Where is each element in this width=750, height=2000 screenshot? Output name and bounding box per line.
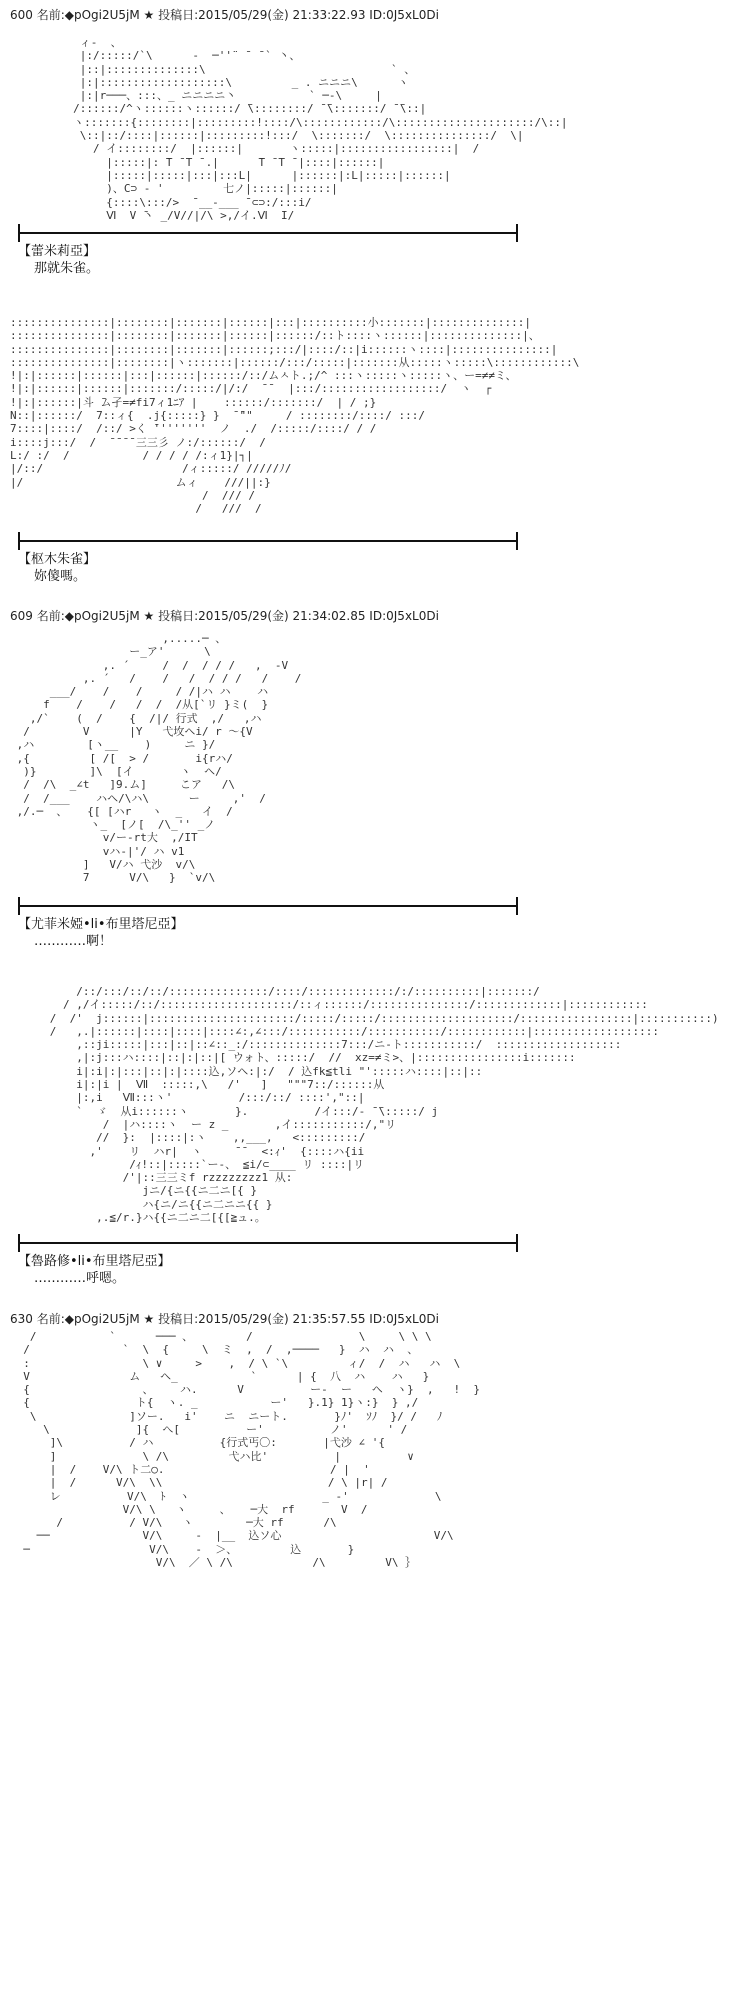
divider bbox=[18, 232, 518, 234]
ascii-art-suzaku: :::::::::::::::|::::::::|:::::::|::::::|:::|::::::::::小:::::::|::::::::::::::| :::::::::::::::|::::::::|:::::::|::::::|::::::/::ト::::ヽ::::::|::::::::::::::|、 :::::::::::::::|::::::::|:::::::|::::::;:::/|::::/::|i::::::ヽ::::|:::::::::::::::| :::::::::::::::|::::::::|ヽ:::::::|::::::/:::/:::::|:::::::从:::::ヽ:::::\::::::::::::\ !|:|::::::|::::::|:::|::::::|::::::/::/ムㅅト.;/^ :::ヽ:::::ヽ:::::ヽ、ー=≠≠ミ、 !|:|::::::|::::::|:::::::/:::::/|/:/ ̄ ̄ |:::/::::::::::::::::::/ ヽ ┌ !|:|::::::|斗 ̄ム孑=≠fi7ィ1ﾆｱ | ::::::/:::::::/ | / ;} N::|::::::/ 7::ィ{ .j{:::::} } ̄ ̄"" / ::::::::/::::/ :::/ 7::::|::::/ /::/ >く ̄'''''''' ノ ./ /:::::/::::/ / / i::::j:::/ / ̄ ̄ ̄ ̄ 三三彡 ノ:/::::::/ / L:/ :/ / / / / / /:ィ1}|┐| |/::/ /ィ:::::/ /////ﾉ/ |/ ムィ ///||:} / /// / / /// / bbox=[10, 316, 580, 516]
post-header-630: 630 名前:◆pOgi2U5jM ★ 投稿日:2015/05/29(金) 21:35:57.55 ID:0J5xL0Di bbox=[10, 1312, 439, 1326]
ascii-art-remilia: ィ- 、 |:/:::::/`\ - ─''¨ ̄ ̄ ` 丶、 |::|::::::::::::::\ ` 、 |:|:::::::::::::::::::\ _ . ニニニ\ ヽ |:|r───、:::、_ ニニニニ丶 ` ─-\ | /::::::/^ヽ::::::ヽ::::::/ ̄\::::::::/ ̄ ̄\:::::::/ ̄ ̄\::| ヽ:::::::{::::::::|:::::::::!::::/\::::::::::::/\:::::::::::::::::::::/\::| \::|::/::::|::::::|:::::::::!:::/ \:::::::/ \:::::::::::::::/ \| / イ::::::::/ |::::::| ヽ:::::|:::::::::::::::::| / |:::::|: ̄T ̄ T ̄ .| ̄T ̄ T ̄ |::::|::::::| |:::::|:::::|:::|:::L| |::::::|:L|:::::|::::::| )、C⊃ - ' 七ノ|:::::|::::::| {::::\:::/> ̄ __-___ ̄ ⊂⊃:/:::i/ Ⅵ V ̄丶 _/V//|/\ >,/イ.Ⅵ I/ bbox=[73, 36, 568, 222]
speaker-name: 【魯路修•li•布里塔尼亞】 bbox=[18, 1254, 171, 1269]
post-header-600: 600 名前:◆pOgi2U5jM ★ 投稿日:2015/05/29(金) 21:33:22.93 ID:0J5xL0Di bbox=[10, 8, 439, 22]
divider bbox=[18, 540, 518, 542]
post-header-609: 609 名前:◆pOgi2U5jM ★ 投稿日:2015/05/29(金) 21:34:02.85 ID:0J5xL0Di bbox=[10, 609, 439, 623]
dialogue-line: …………呼嗯。 bbox=[34, 1271, 126, 1286]
dialogue-line: 妳傻嗎。 bbox=[34, 569, 87, 584]
divider bbox=[18, 1242, 518, 1244]
ascii-art-crowd: / ` ─── 、 / \ \ \ \ / ` \ { \ ミ , / ,──── } ハ ハ 、 : \ ∨ > , / \ `\ ィ/ / ハ ハ \ V ム ヘ_ ` | { 八 ハ ハ } { 、 ハ. V ー- ー ヘ ヽ} , ! } { ト{ ヽ. _ ー' }.1} 1}ヽ:} } ,/ \ ]ソー. i' ニ ニート. }ﾉ' ｿﾉ }/ / ﾉ \ ]{ へ[ ー' ノ' ' / ]\ / ハ {行式丐〇: |弋沙 ∠ '{ ] \ /\ 弋ハ比' | ∨ | / V/\ ト二○. / | ' | / V/\ \\ / \ |r| / レ V/\ ﾄ ヽ _ -' \ V/\ \ ヽ 、 ─大 rf V / / / V/\ ヽ ─大 rf /\ ── V/\ - |__ 込ソ心 V/\ ─ V/\ - ＞、 込 } V/\ ／ \ /\ /\ V\ ｝ bbox=[23, 1330, 480, 1570]
speaker-name: 【尤菲米婭•li•布里塔尼亞】 bbox=[18, 917, 184, 932]
speaker-name: 【蕾米莉亞】 bbox=[18, 244, 97, 259]
divider bbox=[18, 905, 518, 907]
speaker-name: 【枢木朱雀】 bbox=[18, 552, 97, 567]
dialogue-line: 那就朱雀。 bbox=[34, 261, 100, 276]
ascii-art-euphemia: ,.....─ 、 ー_ア' \ ,. ´ / / / / / , -V ,. ´ / / / / / / / / ___/ / / / /|ハ ハ ハ f / / / / /从[`リ }ミ( } ,/` ( / { /|/ 行式 ,/ ,ハ / V |Y 弋坆ヘi/ r 〜{V ,ハ [ヽ__ ) ニ }/ ,{ [ /[ > / i{rハ/ )} ]\ [イ ヽ ヘ/ / /\ _∠t ]9.ム] こア /\ / /___ ハヘ/\ハ\ ー ,' / ,/.─ 、 {[ [ハr ヽ _ イ / ヽ_ [ノ[ /\_'' _ノ v/ー-rt大 ,/IT vハ-|'/ ハ v1 ] V/ハ 弋沙 v/\ 7 V/\ } `v/\ bbox=[16, 632, 302, 885]
ascii-art-lelouch: /::/:::/::/::/:::::::::::::::/::::/:::::::::::::/:/::::::::::|:::::::/ / ,/イ:::::/::/::::::::::::::::::::/::ィ::::::/:::::::::::::::/:::::::::::::|:::::::::::: / /' j::::::|::::::::::::::::::::::/:::::/:::::/::::::::::::::::::::/:::::::::::::::::|:::::::::::) / ,.|::::::|::::|::::|::::∠:,∠:::/:::::::::::/:::::::::::/::::::::::::|::::::::::::::::::: ,::ji:::::|:::|::|::∠::_:/::::::::::::::7:::/ニ-ト:::::::::::/ ::::::::::::::::::: ,|:j:::ハ::::|::|:|::|[ ︎ウォト、:::::/ // xz=≠ミ>、|::::::::::::::::i::::::: i|:i|:|:::|::|:|::::込,ソヘ:|:/ / 込fk≦tli "':::::ハ::::|::|:: i|:|i | Ⅶ :::::,\ /' ] """7::/::::::从 |:,i Ⅶ:::ヽ' /:::/::/ ::::',"::| ` ゞ 从i::::::ヽ }. /イ:::/- ̄ ̄\:::::/ j / |ハ::::ヽ ー z _ ,イ:::::::::::/,"リ // }: |::::|:ヽ ,,___, <:::::::::/ ,' リ ハr| ヽ ̄ ̄ <:ｨ' {::::ハ{ii /ｨ!::|:::::`ー-、 ≦i/⊂____ リ ::::|リ /'|::三三ミf rzzzzzzzz1 从: jニ/{ニ{{ニ二ニ[{ } ハ{ニ/ニ{{ニ二ニニ{{ } ,.≦/r.}ハ{{ニ二ニ二[{[≧ュ.。 bbox=[49, 985, 719, 1225]
dialogue-line: …………啊！ bbox=[34, 934, 113, 949]
